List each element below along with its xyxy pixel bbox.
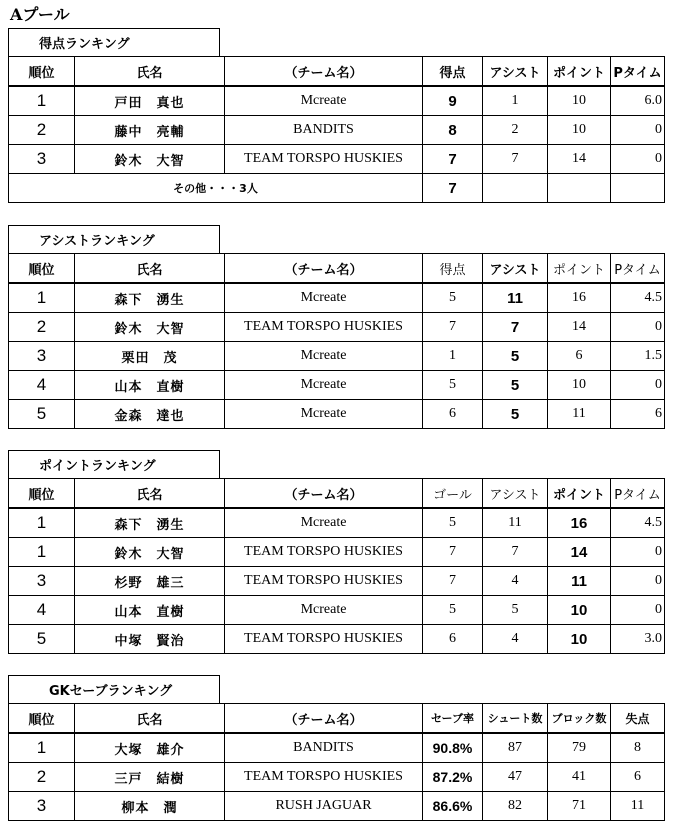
ptime-cell: 0	[611, 371, 665, 400]
shots-cell: 47	[483, 763, 548, 792]
table-header-row	[9, 479, 665, 509]
rank-cell: 5	[9, 400, 75, 429]
rank-cell: 1	[9, 508, 75, 538]
name-cell: 森下 湧生	[75, 283, 225, 313]
assists-cell: 7	[483, 145, 548, 174]
points-cell: 10	[548, 625, 611, 654]
header-team: （チーム名）	[225, 704, 423, 734]
points-ranking-title: ポイントランキング	[8, 450, 220, 478]
other-players-label: その他・・・3人	[9, 174, 423, 203]
goals-cell: 5	[423, 283, 483, 313]
goals-cell: 6	[423, 625, 483, 654]
ptime-cell: 0	[611, 116, 665, 145]
header-name: 氏名	[75, 704, 225, 734]
table-header-row	[9, 57, 665, 87]
team-cell: Mcreate	[225, 371, 423, 400]
name-cell: 栗田 茂	[75, 342, 225, 371]
header-points: ポイント	[548, 254, 611, 284]
assist-ranking-table	[8, 253, 665, 429]
name-cell: 中塚 賢治	[75, 625, 225, 654]
header-goals: 得点	[423, 254, 483, 284]
rank-cell: 3	[9, 792, 75, 821]
points-cell: 14	[548, 145, 611, 174]
rank-cell: 2	[9, 116, 75, 145]
goals-cell: 1	[423, 342, 483, 371]
name-cell: 杉野 雄三	[75, 567, 225, 596]
ptime-cell: 0	[611, 145, 665, 174]
team-cell: BANDITS	[225, 733, 423, 763]
ptime-cell: 0	[611, 567, 665, 596]
header-team: （チーム名）	[225, 254, 423, 284]
rank-cell: 1	[9, 538, 75, 567]
team-cell: Mcreate	[225, 508, 423, 538]
points-cell: 11	[548, 400, 611, 429]
ptime-cell: 6	[611, 400, 665, 429]
rank-cell: 1	[9, 733, 75, 763]
name-cell: 柳本 潤	[75, 792, 225, 821]
ptime-cell: 0	[611, 313, 665, 342]
header-blocks: ブロック数	[548, 704, 611, 734]
table-row	[9, 313, 665, 342]
header-ptime: Pタイム	[611, 57, 665, 87]
goals-cell: 8	[423, 116, 483, 145]
points-cell: 6	[548, 342, 611, 371]
header-rank: 順位	[9, 704, 75, 734]
goals-cell: 7	[423, 538, 483, 567]
header-rank: 順位	[9, 254, 75, 284]
scoring-ranking-title: 得点ランキング	[8, 28, 220, 56]
empty-cell	[548, 174, 611, 203]
team-cell: TEAM TORSPO HUSKIES	[225, 763, 423, 792]
name-cell: 鈴木 大智	[75, 313, 225, 342]
header-assists: アシスト	[483, 479, 548, 509]
goals-against-cell: 11	[611, 792, 665, 821]
points-cell: 10	[548, 371, 611, 400]
team-cell: TEAM TORSPO HUSKIES	[225, 625, 423, 654]
goals-cell: 7	[423, 567, 483, 596]
team-cell: TEAM TORSPO HUSKIES	[225, 567, 423, 596]
goals-against-cell: 8	[611, 733, 665, 763]
assists-cell: 5	[483, 596, 548, 625]
blocks-cell: 79	[548, 733, 611, 763]
assists-cell: 7	[483, 313, 548, 342]
ptime-cell: 3.0	[611, 625, 665, 654]
rank-cell: 3	[9, 342, 75, 371]
header-goals: 得点	[423, 57, 483, 87]
points-cell: 10	[548, 596, 611, 625]
name-cell: 鈴木 大智	[75, 145, 225, 174]
header-save-rate: セーブ率	[423, 704, 483, 734]
table-header-row	[9, 704, 665, 734]
team-cell: Mcreate	[225, 596, 423, 625]
assists-cell: 1	[483, 86, 548, 116]
empty-cell	[483, 174, 548, 203]
blocks-cell: 71	[548, 792, 611, 821]
gk-ranking-table	[8, 703, 665, 821]
assists-cell: 4	[483, 567, 548, 596]
rank-cell: 3	[9, 567, 75, 596]
shots-cell: 87	[483, 733, 548, 763]
rank-cell: 1	[9, 86, 75, 116]
assists-cell: 7	[483, 538, 548, 567]
team-cell: BANDITS	[225, 116, 423, 145]
name-cell: 山本 直樹	[75, 371, 225, 400]
points-cell: 14	[548, 538, 611, 567]
goals-against-cell: 6	[611, 763, 665, 792]
name-cell: 山本 直樹	[75, 596, 225, 625]
assists-cell: 5	[483, 400, 548, 429]
table-row	[9, 567, 665, 596]
other-players-row	[9, 174, 665, 203]
table-row	[9, 792, 665, 821]
assists-cell: 5	[483, 342, 548, 371]
points-cell: 16	[548, 508, 611, 538]
scoring-ranking-section	[8, 28, 664, 203]
header-team: （チーム名）	[225, 479, 423, 509]
rank-cell: 3	[9, 145, 75, 174]
assists-cell: 11	[483, 508, 548, 538]
empty-cell	[611, 174, 665, 203]
ptime-cell: 4.5	[611, 283, 665, 313]
goals-cell: 9	[423, 86, 483, 116]
table-row	[9, 763, 665, 792]
table-row	[9, 86, 665, 116]
goals-cell: 5	[423, 596, 483, 625]
name-cell: 森下 湧生	[75, 508, 225, 538]
assists-cell: 11	[483, 283, 548, 313]
points-cell: 10	[548, 116, 611, 145]
pool-title: Aプール	[10, 5, 70, 24]
scoring-ranking-table	[8, 56, 665, 203]
team-cell: Mcreate	[225, 400, 423, 429]
points-cell: 11	[548, 567, 611, 596]
team-cell: TEAM TORSPO HUSKIES	[225, 145, 423, 174]
name-cell: 藤中 亮輔	[75, 116, 225, 145]
rank-cell: 5	[9, 625, 75, 654]
goals-cell: 7	[423, 145, 483, 174]
team-cell: RUSH JAGUAR	[225, 792, 423, 821]
rank-cell: 1	[9, 283, 75, 313]
table-row	[9, 283, 665, 313]
header-name: 氏名	[75, 57, 225, 87]
table-header-row	[9, 254, 665, 284]
team-cell: Mcreate	[225, 342, 423, 371]
save-rate-cell: 87.2%	[423, 763, 483, 792]
save-rate-cell: 90.8%	[423, 733, 483, 763]
name-cell: 三戸 結樹	[75, 763, 225, 792]
ptime-cell: 4.5	[611, 508, 665, 538]
ptime-cell: 6.0	[611, 86, 665, 116]
assists-cell: 4	[483, 625, 548, 654]
assists-cell: 5	[483, 371, 548, 400]
points-ranking-table	[8, 478, 665, 654]
ptime-cell: 1.5	[611, 342, 665, 371]
name-cell: 鈴木 大智	[75, 538, 225, 567]
header-goals-against: 失点	[611, 704, 665, 734]
ptime-cell: 0	[611, 538, 665, 567]
table-row	[9, 625, 665, 654]
header-points: ポイント	[548, 57, 611, 87]
rank-cell: 2	[9, 313, 75, 342]
other-players-goals: 7	[423, 174, 483, 203]
table-row	[9, 733, 665, 763]
header-points: ポイント	[548, 479, 611, 509]
header-assists: アシスト	[483, 254, 548, 284]
header-ptime: Pタイム	[611, 479, 665, 509]
goals-cell: 6	[423, 400, 483, 429]
name-cell: 戸田 真也	[75, 86, 225, 116]
assist-ranking-section	[8, 225, 664, 429]
shots-cell: 82	[483, 792, 548, 821]
points-cell: 14	[548, 313, 611, 342]
goals-cell: 5	[423, 371, 483, 400]
table-row	[9, 596, 665, 625]
goals-cell: 5	[423, 508, 483, 538]
table-row	[9, 400, 665, 429]
table-row	[9, 145, 665, 174]
header-shots: シュート数	[483, 704, 548, 734]
team-cell: TEAM TORSPO HUSKIES	[225, 313, 423, 342]
header-rank: 順位	[9, 479, 75, 509]
table-row	[9, 116, 665, 145]
table-row	[9, 538, 665, 567]
points-cell: 10	[548, 86, 611, 116]
save-rate-cell: 86.6%	[423, 792, 483, 821]
header-name: 氏名	[75, 479, 225, 509]
name-cell: 大塚 雄介	[75, 733, 225, 763]
header-team: （チーム名）	[225, 57, 423, 87]
assist-ranking-title: アシストランキング	[8, 225, 220, 253]
table-row	[9, 371, 665, 400]
goals-cell: 7	[423, 313, 483, 342]
blocks-cell: 41	[548, 763, 611, 792]
header-goals: ゴール	[423, 479, 483, 509]
team-cell: Mcreate	[225, 283, 423, 313]
rank-cell: 4	[9, 371, 75, 400]
ptime-cell: 0	[611, 596, 665, 625]
header-rank: 順位	[9, 57, 75, 87]
gk-ranking-section	[8, 675, 664, 821]
points-ranking-section	[8, 450, 664, 654]
team-cell: Mcreate	[225, 86, 423, 116]
name-cell: 金森 達也	[75, 400, 225, 429]
rank-cell: 4	[9, 596, 75, 625]
gk-ranking-title: GKセーブランキング	[8, 675, 220, 703]
rank-cell: 2	[9, 763, 75, 792]
team-cell: TEAM TORSPO HUSKIES	[225, 538, 423, 567]
header-assists: アシスト	[483, 57, 548, 87]
header-ptime: Pタイム	[611, 254, 665, 284]
points-cell: 16	[548, 283, 611, 313]
header-name: 氏名	[75, 254, 225, 284]
assists-cell: 2	[483, 116, 548, 145]
table-row	[9, 508, 665, 538]
table-row	[9, 342, 665, 371]
